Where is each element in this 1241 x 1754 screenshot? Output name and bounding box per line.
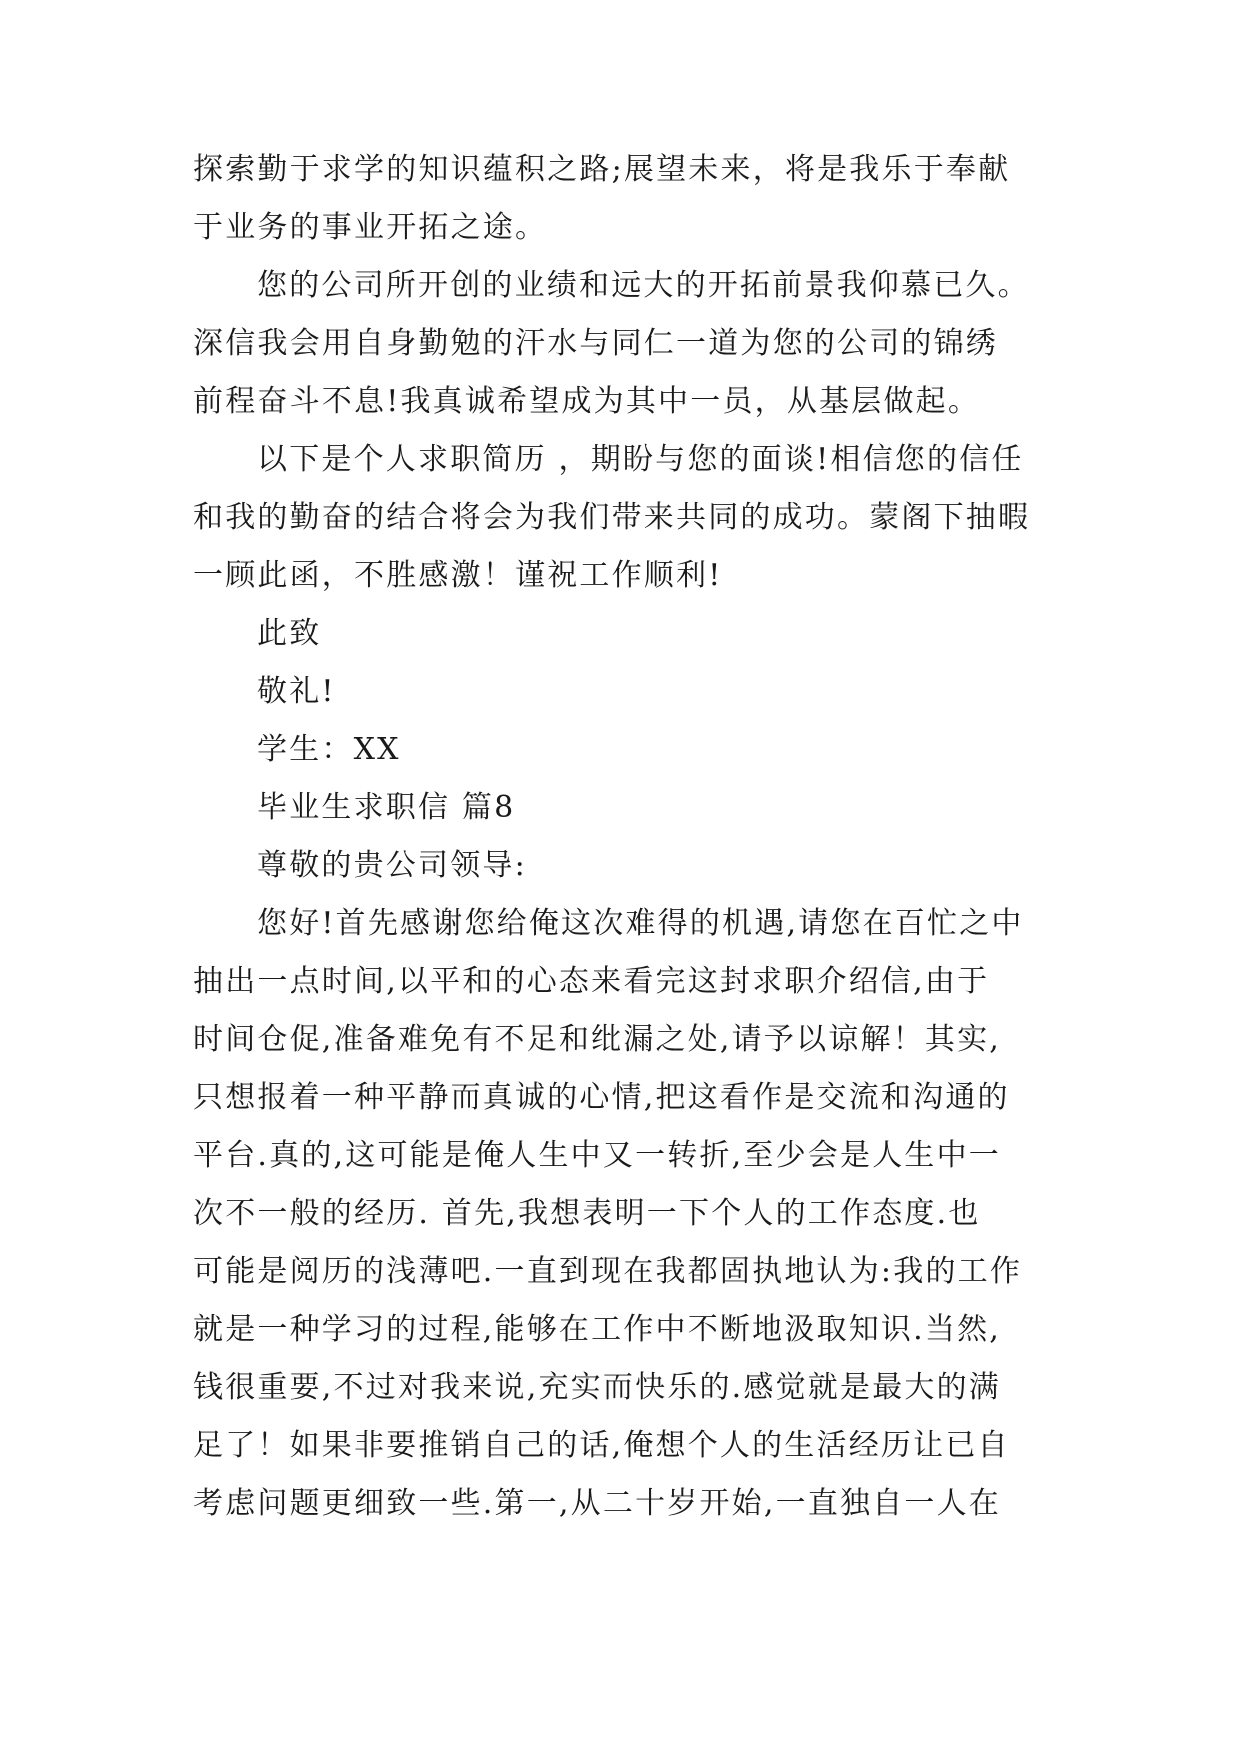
text-line: 以下是个人求职简历 ，期盼与您的面谈!相信您的信任 — [257, 442, 1024, 477]
text-line: 尊敬的贵公司领导: — [257, 848, 527, 883]
text-line: 可能是阅历的浅薄吧.一直到现在我都固执地认为:我的工作 — [193, 1254, 1023, 1289]
text-line: 抽出一点时间,以平和的心态来看完这封求职介绍信,由于 — [193, 964, 990, 999]
text-line: 您的公司所开创的业绩和远大的开拓前景我仰慕已久。 — [257, 268, 1030, 303]
section-heading: 毕业生求职信 篇8 — [257, 790, 516, 825]
text-line: 您好!首先感谢您给俺这次难得的机遇,请您在百忙之中 — [257, 906, 1024, 941]
text-line: 于业务的事业开拓之途。 — [193, 210, 548, 245]
text-line: 深信我会用自身勤勉的汗水与同仁一道为您的公司的锦绣 — [193, 326, 998, 361]
text-line: 前程奋斗不息!我真诚希望成为其中一员，从基层做起。 — [193, 384, 981, 419]
text-line: 时间仓促,准备难免有不足和纰漏之处,请予以谅解！其实, — [193, 1022, 1002, 1057]
text-line: 一顾此函，不胜感激！谨祝工作顺利! — [193, 558, 723, 593]
text-line: 平台.真的,这可能是俺人生中又一转折,至少会是人生中一 — [193, 1138, 1002, 1173]
text-line: 次不一般的经历. 首先,我想表明一下个人的工作态度.也 — [193, 1196, 981, 1231]
text-line: 敬礼! — [257, 674, 336, 709]
text-line: 和我的勤奋的结合将会为我们带来共同的成功。蒙阁下抽暇 — [193, 500, 1031, 535]
text-line: 钱很重要,不过对我来说,充实而快乐的.感觉就是最大的满 — [193, 1370, 1002, 1405]
text-line: 考虑问题更细致一些.第一,从二十岁开始,一直独自一人在 — [193, 1486, 1002, 1521]
text-line: 此致 — [257, 616, 322, 651]
text-line: 足了！如果非要推销自己的话,俺想个人的生活经历让已自 — [193, 1428, 1010, 1463]
text-line: 学生：XX — [257, 732, 401, 767]
text-line: 只想报着一种平静而真诚的心情,把这看作是交流和沟通的 — [193, 1080, 1010, 1115]
text-line: 就是一种学习的过程,能够在工作中不断地汲取知识.当然, — [193, 1312, 1002, 1347]
text-line: 探索勤于求学的知识蕴积之路;展望未来，将是我乐于奉献 — [193, 152, 1011, 187]
